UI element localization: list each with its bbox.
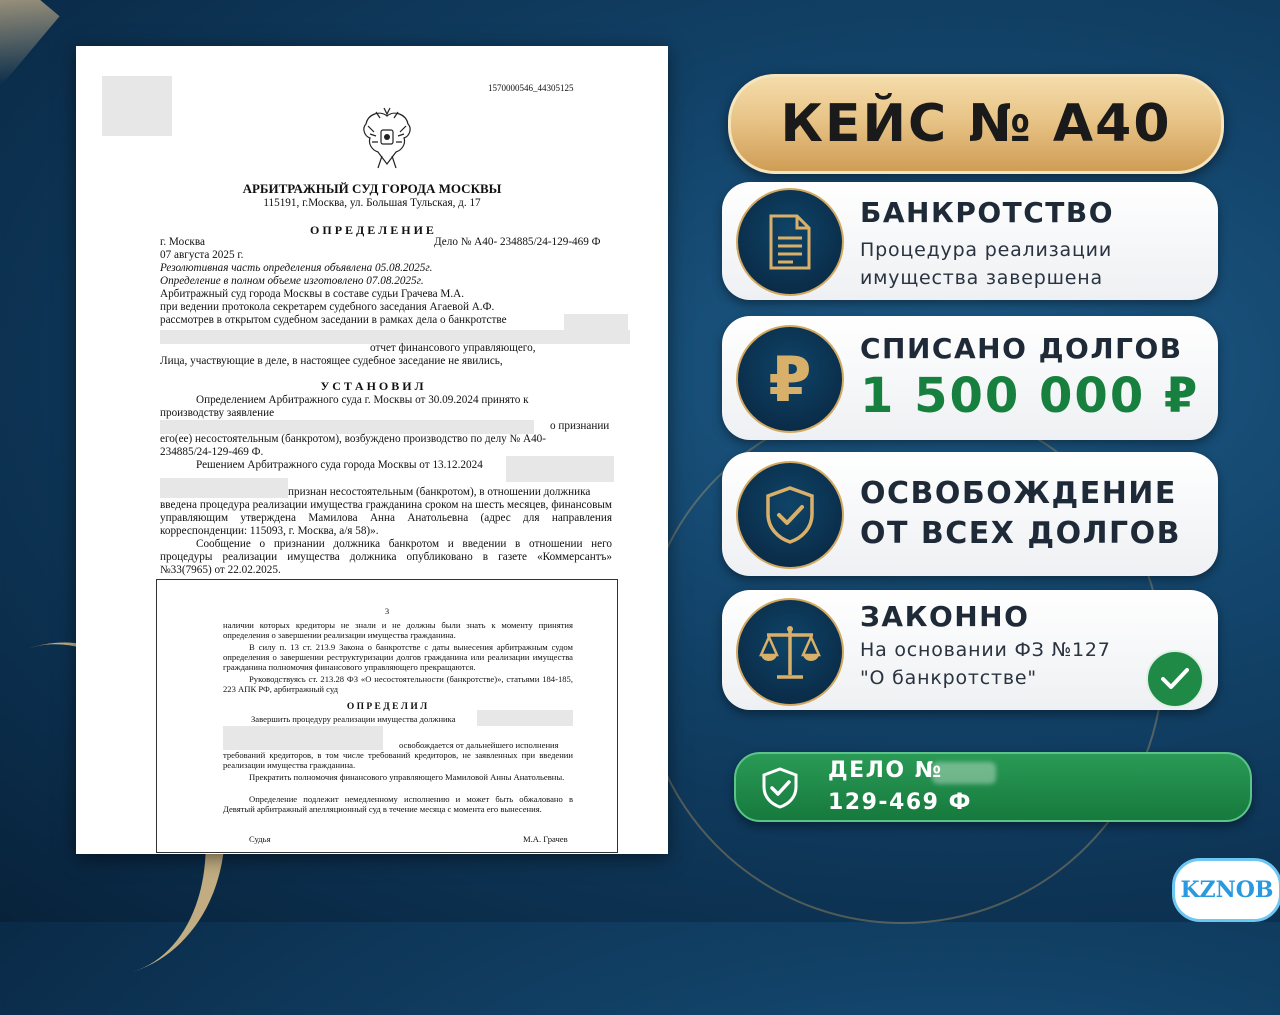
note-full-text: Определение в полном объеме изготовлено 07.08.2025г.: [160, 275, 424, 287]
court-ruling-document: [76, 46, 668, 854]
redacted-name: [223, 726, 383, 750]
case-title-banner: КЕЙС № А40: [728, 74, 1224, 174]
redacted-name: [477, 710, 573, 726]
paragraph-2a: Решением Арбитражного суда города Москвы от 13.12.2024: [196, 459, 483, 471]
paragraph-2c: введена процедура реализации имущества гражданина сроком на шесть месяцев, финансовым управляющим утверждена Мамилова Анна Анатольевна (адрес для направления корреспонденции: 115093, г. Москва, а/я 58)».: [160, 499, 612, 537]
note-operative-part: Резолютивная часть определения объявлена 05.08.2025г.: [160, 262, 433, 274]
check-icon: [1146, 650, 1204, 708]
redacted-name: [506, 456, 614, 482]
inset-text-3: Руководствуясь ст. 213.28 ФЗ «О несостоятельности (банкротстве)», статьями 184-185, 223 АПК РФ, арбитражный суд: [223, 674, 573, 694]
bankruptcy-heading: БАНКРОТСТВО: [860, 196, 1115, 229]
decorative-gold-corner: [0, 0, 60, 85]
debts-written-off-card: [722, 316, 1218, 440]
page-number: 3: [384, 606, 390, 616]
document-id: 1570000546_44305125: [488, 83, 574, 93]
inset-text-5: освобождается от дальнейшего исполнения: [399, 740, 559, 750]
inset-text-1: наличии которых кредиторы не знали и не должны были знать к моменту принятия определения о завершении реализации имущества гражданина.: [223, 620, 573, 640]
debt-release-card: [722, 452, 1218, 576]
shield-check-icon: [736, 461, 844, 569]
bankruptcy-line-1: Процедура реализации: [860, 239, 1112, 261]
redacted-name: [160, 478, 288, 498]
legal-heading: ЗАКОННО: [860, 600, 1030, 633]
decided-heading: О П Р Е Д Е Л И Л: [346, 702, 428, 712]
inset-text-4: Завершить процедуру реализации имущества должника: [251, 714, 456, 724]
inset-page-3: [156, 579, 618, 853]
kznob-logo: [1172, 858, 1280, 922]
paragraph-1a: Определением Арбитражного суда г. Москвы от 30.09.2024 принято к: [196, 394, 529, 406]
paragraph-1e: 234885/24-129-469 Ф.: [160, 446, 264, 458]
paragraph-3: Сообщение о признании должника банкротом и введении в отношении него процедуры реализации имущества должника опубликовано в газете «Коммерсантъ» №33(7965) от 22.02.2025.: [160, 538, 612, 576]
paragraph-1c: о признании: [550, 420, 610, 432]
paragraph-1d: его(ее) несостоятельным (банкротом), возбуждено производство по делу № А40-: [160, 433, 547, 445]
scales-icon: [736, 598, 844, 706]
city: г. Москва: [160, 236, 205, 248]
legal-line-2: "О банкротстве": [860, 667, 1037, 689]
established-heading: У С Т А Н О В И Л: [320, 379, 424, 393]
ruble-icon: ₽: [736, 325, 844, 433]
inset-text-2: В силу п. 13 ст. 213.9 Закона о банкротстве с даты вынесения арбитражным судом определения о завершении реструктуризации долгов гражданина или реализации имущества гражданина полномочия финансового управляющего прекращаются.: [223, 642, 573, 672]
legal-card: [722, 590, 1218, 710]
judge-name: М.А. Грачев: [523, 834, 568, 844]
bankruptcy-line-2: имущества завершена: [860, 267, 1103, 289]
coat-of-arms-icon: [354, 106, 420, 172]
inset-text-8: Определение подлежит немедленному исполнению и может быть обжаловано в Девятый арбитражный апелляционный суд в течение месяца с момента его вынесения.: [223, 794, 573, 814]
court-address: 115191, г.Москва, ул. Большая Тульская, д. 17: [263, 197, 481, 209]
paragraph-1b: производству заявление: [160, 407, 275, 419]
document-date: 07 августа 2025 г.: [160, 249, 244, 261]
line-secretary: при ведении протокола секретарем судебного заседания Агаевой А.Ф.: [160, 301, 495, 313]
court-name: АРБИТРАЖНЫЙ СУД ГОРОДА МОСКВЫ: [242, 181, 502, 196]
paragraph-2b: признан несостоятельным (банкротом), в отношении должника: [288, 486, 591, 498]
line-judge: Арбитражный суд города Москвы в составе судьи Грачева М.А.: [160, 288, 465, 300]
release-line-2: ОТ ВСЕХ ДОЛГОВ: [860, 516, 1181, 551]
logo-text: KZNOB: [1180, 877, 1274, 903]
redacted-blur: [932, 762, 996, 784]
inset-text-7: Прекратить полномочия финансового управляющего Мамиловой Анны Анатольевны.: [249, 772, 565, 782]
debts-heading: СПИСАНО ДОЛГОВ: [860, 332, 1183, 365]
document-icon: [736, 188, 844, 296]
case-bar-line-1: ДЕЛО №: [828, 758, 943, 783]
line-persons: Лица, участвующие в деле, в настоящее судебное заседание не явились,: [160, 355, 503, 367]
document-type: О П Р Е Д Е Л Е Н И Е: [310, 223, 434, 237]
case-bar-line-2: 129-469 Ф: [828, 790, 972, 815]
case-number-bar: [734, 752, 1252, 822]
legal-line-1: На основании ФЗ №127: [860, 639, 1111, 661]
line-considering: рассмотрев в открытом судебном заседании в рамках дела о банкротстве: [160, 314, 507, 326]
case-number: Дело № А40- 234885/24-129-469 Ф: [434, 236, 601, 248]
bankruptcy-card: [722, 182, 1218, 300]
line-report: отчет финансового управляющего,: [370, 342, 536, 354]
redacted-name: [160, 420, 534, 434]
redacted-stamp: [102, 76, 172, 136]
inset-text-6: требований кредиторов, в том числе требований кредиторов, не заявленных при введении реализации имущества гражданина.: [223, 750, 573, 770]
judge-label: Судья: [249, 834, 271, 844]
shield-check-icon: [760, 766, 800, 814]
release-line-1: ОСВОБОЖДЕНИЕ: [860, 476, 1177, 511]
debts-amount: 1 500 000 ₽: [860, 368, 1200, 424]
